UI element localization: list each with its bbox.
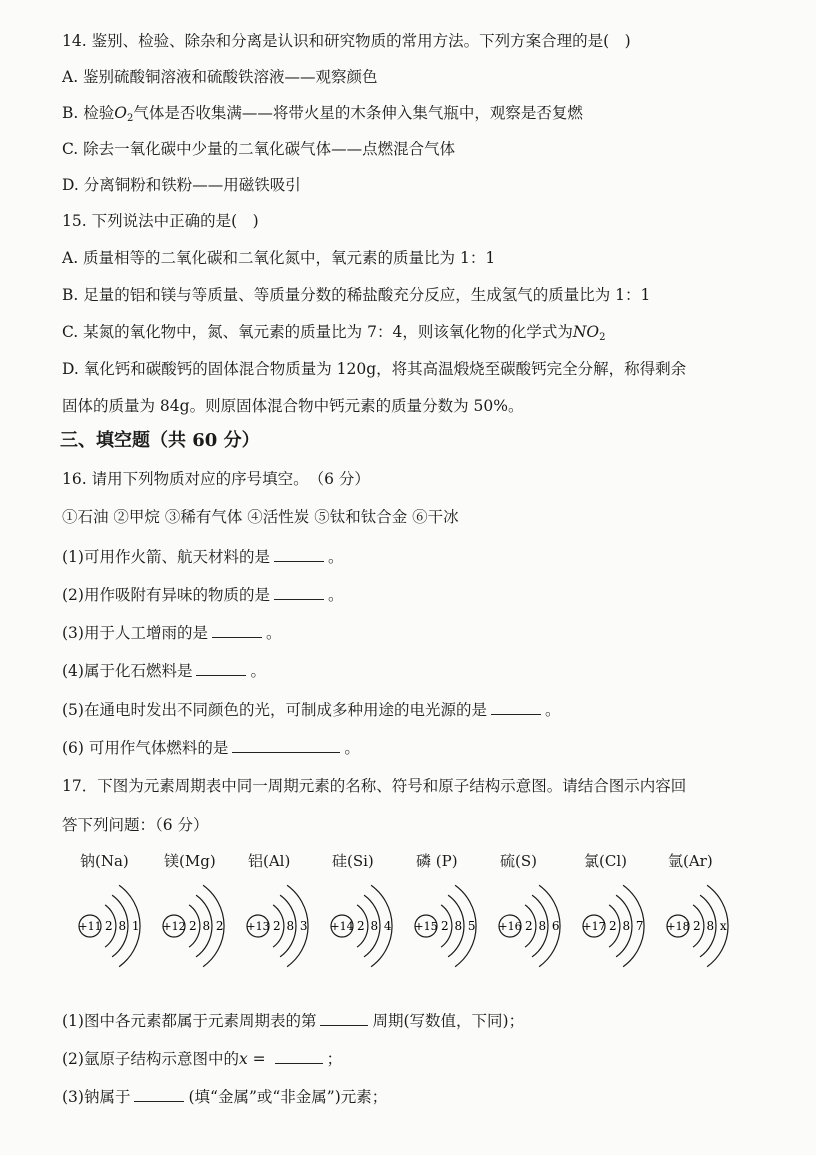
q16-options: ①石油 ②甲烷 ③稀有气体 ④活性炭 ⑤钛和钛合金 ⑥干冰 — [62, 508, 459, 526]
answer-blank[interactable] — [274, 585, 324, 600]
atom-diagram — [666, 886, 746, 966]
q16-part3 — [62, 622, 281, 644]
q14-b-suffix: 气体是否收集满——将带火星的木条伸入集气瓶中，观察是否复燃 — [133, 104, 583, 122]
atom-diagram — [246, 886, 326, 966]
element-name-label: 硫(S) — [500, 852, 537, 870]
q16-p2-end: 。 — [327, 586, 344, 604]
answer-blank[interactable] — [491, 700, 541, 715]
q14-option-c: C. 除去一氧化碳中少量的二氧化碳气体——点燃混合气体 — [62, 140, 456, 158]
q16-p5-end: 。 — [544, 701, 561, 719]
q17-stem-line1: 17．下图为元素周期表中同一周期元素的名称、符号和原子结构示意图。请结合图示内容回 — [62, 777, 687, 795]
q16-p4-text: (4)属于化石燃料是 — [62, 662, 193, 680]
q16-p3-text: (3)用于人工增雨的是 — [62, 624, 208, 642]
q17-part3 — [62, 1086, 387, 1108]
answer-blank[interactable] — [275, 1049, 323, 1064]
q17-part1 — [62, 1010, 524, 1032]
q14-option-d: D. 分离铜粉和铁粉——用磁铁吸引 — [62, 176, 301, 194]
atom-diagram — [78, 886, 158, 966]
element-name-label: 磷 (P) — [416, 852, 458, 870]
answer-blank[interactable] — [134, 1087, 184, 1102]
electron-counts: 2 8 7 — [609, 919, 644, 933]
atom-diagram — [162, 886, 242, 966]
q16-p1-end: 。 — [327, 548, 344, 566]
q14-stem: 14. 鉴别、检验、除杂和分离是认识和研究物质的常用方法。下列方案合理的是( ) — [62, 32, 631, 50]
answer-blank[interactable] — [320, 1011, 368, 1026]
q17-stem-line2: 答下列问题：（6 分） — [62, 816, 209, 834]
element-name-label: 钠(Na) — [80, 852, 129, 870]
q16-stem: 16. 请用下列物质对应的序号填空。 （6 分） — [62, 470, 370, 488]
equals-sign: = — [247, 1050, 271, 1068]
x-variable: x — [238, 1050, 248, 1068]
nucleus-charge: +17 — [582, 920, 606, 933]
q15-stem: 15. 下列说法中正确的是( ) — [62, 212, 259, 230]
electron-counts: 2 8 1 — [105, 919, 140, 933]
answer-blank[interactable] — [196, 661, 246, 676]
q14-option-b — [62, 102, 583, 130]
element-name-label: 硅(Si) — [332, 852, 374, 870]
element-name-label: 氯(Cl) — [584, 852, 627, 870]
answer-blank[interactable] — [232, 738, 340, 753]
atomic-structure-diagrams — [60, 850, 760, 1000]
nucleus-charge: +18 — [666, 920, 690, 933]
element-name-label: 铝(Al) — [248, 852, 291, 870]
electron-counts: 2 8 4 — [357, 919, 392, 933]
no2-formula: NO — [572, 323, 600, 341]
q16-p5-text: (5)在通电时发出不同颜色的光，可制成多种用途的电光源的是 — [62, 701, 487, 719]
q15-c-prefix: C. 某氮的氧化物中，氮、氧元素的质量比为 7：4，则该氧化物的化学式为 — [62, 323, 573, 341]
atom-diagram — [414, 886, 494, 966]
element-name-label: 氩(Ar) — [668, 852, 713, 870]
atom-diagram — [498, 886, 578, 966]
section-heading: 三、填空题（共 60 分） — [60, 430, 260, 451]
nucleus-charge: +14 — [330, 920, 354, 933]
electron-counts: 2 8 2 — [189, 919, 224, 933]
q14-option-a: A. 鉴别硫酸铜溶液和硫酸铁溶液——观察颜色 — [62, 68, 378, 86]
q16-part6 — [62, 737, 360, 759]
o2-subscript: 2 — [126, 113, 134, 124]
nucleus-charge: +15 — [414, 920, 438, 933]
q17-p1-end: 周期(写数值，下同)； — [372, 1012, 525, 1030]
q17-p1-text: (1)图中各元素都属于元素周期表的第 — [62, 1012, 317, 1030]
nucleus-charge: +16 — [498, 920, 522, 933]
q14-b-prefix: B. 检验 — [62, 104, 115, 122]
q16-p1-text: (1)可用作火箭、航天材料的是 — [62, 548, 270, 566]
answer-blank[interactable] — [274, 547, 324, 562]
q16-p3-end: 。 — [265, 624, 282, 642]
no2-subscript: 2 — [599, 332, 606, 343]
q16-part4 — [62, 660, 266, 682]
nucleus-charge: +11 — [78, 920, 102, 933]
electron-counts: 2 8 5 — [441, 919, 476, 933]
q16-p6-end: 。 — [344, 739, 360, 757]
q15-option-d-line2: 固体的质量为 84g。则原固体混合物中钙元素的质量分数为 50%。 — [62, 397, 524, 415]
atom-diagram — [330, 886, 410, 966]
electron-counts: 2 8 6 — [525, 919, 560, 933]
q17-p2-text: (2)氩原子结构示意图中的 — [62, 1050, 239, 1068]
nucleus-charge: +12 — [162, 920, 186, 933]
q17-p3-end: (填“金属”或“非金属”)元素； — [188, 1088, 388, 1106]
nucleus-charge: +13 — [246, 920, 270, 933]
q16-part1 — [62, 546, 343, 568]
q15-option-c — [62, 321, 605, 349]
answer-blank[interactable] — [212, 623, 262, 638]
q16-p6-text: (6) 可用作气体燃料的是 — [62, 739, 229, 757]
q15-option-b: B. 足量的铝和镁与等质量、等质量分数的稀盐酸充分反应，生成氢气的质量比为 1：1 — [62, 286, 651, 304]
q16-part5 — [62, 699, 560, 721]
q16-p2-text: (2)用作吸附有异味的物质的是 — [62, 586, 270, 604]
q16-p4-end: 。 — [250, 662, 266, 680]
element-name-label: 镁(Mg) — [164, 852, 216, 870]
electron-counts: 2 8 3 — [273, 919, 308, 933]
electron-counts: 2 8 x — [693, 919, 727, 933]
q17-part2 — [62, 1048, 342, 1070]
q17-p3-text: (3)钠属于 — [62, 1088, 131, 1106]
q17-p2-end: ； — [326, 1050, 343, 1068]
q15-option-a: A. 质量相等的二氧化碳和二氧化氮中，氧元素的质量比为 1：1 — [62, 249, 496, 267]
o2-formula: O — [114, 104, 127, 122]
q15-option-d-line1: D. 氧化钙和碳酸钙的固体混合物质量为 120g，将其高温煅烧至碳酸钙完全分解，称得剩余 — [62, 360, 687, 378]
q16-part2 — [62, 584, 343, 606]
atom-diagram — [582, 886, 662, 966]
